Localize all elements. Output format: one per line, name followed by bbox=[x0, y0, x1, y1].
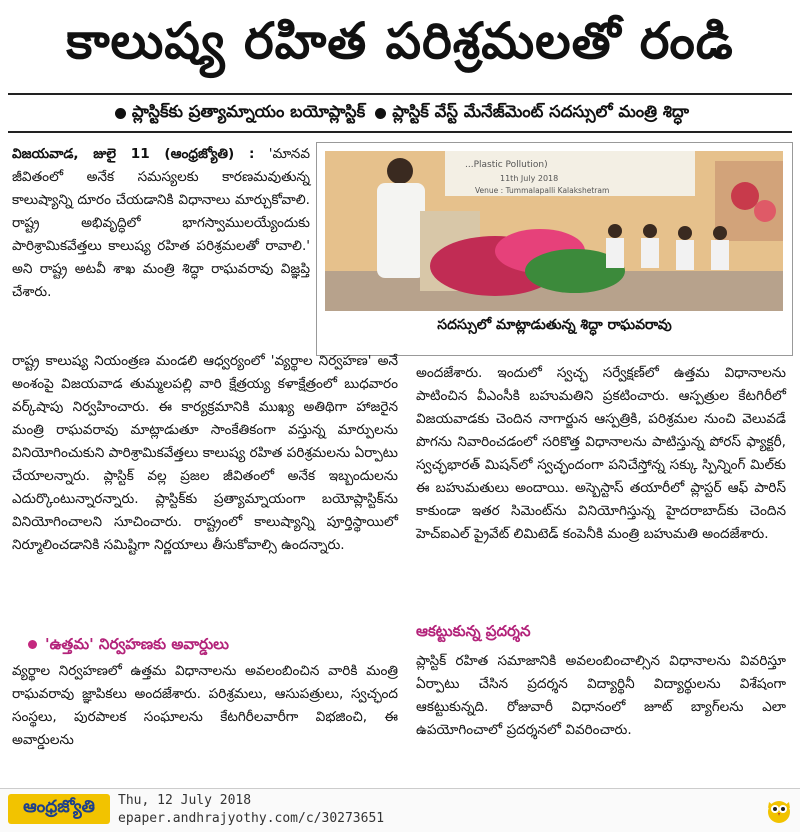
headline: కాలుష్య రహిత పరిశ్రమలతో రండి bbox=[66, 12, 734, 70]
bullet-icon bbox=[375, 108, 386, 119]
footer bbox=[0, 788, 800, 832]
dateline: విజయవాడ, జులై 11 (ఆంధ్రజ్యోతి) : bbox=[12, 146, 255, 162]
section-subtitle: ఆకట్టుకున్న ప్రదర్శన bbox=[416, 622, 531, 640]
subhead-point-2: ప్లాస్టిక్ వేస్ట్ మేనేజ్‌మెంట్ సదస్సులో మంత్రి శిద్ధా bbox=[392, 101, 690, 121]
article-paragraph: 'మానవ జీవితంలో అనేక సమస్యలకు కారణమవుతున్న కాలుష్యాన్ని దూరం చేయడానికి విధానాలు మార్చుకోవాలి. రాష్ట్ర అభివృద్ధిలో భాగస్వాములయ్యేందుకు పారిశ్రామికవేత్తలు కాలుష్య రహిత పరిశ్రమలతో రావాలి.' అని రాష్ట్ర అటవీ శాఖ మంత్రి శిద్ధా రాఘవరావు విజ్ఞప్తి చేశారు. bbox=[12, 146, 310, 300]
subhead-point-1: ప్లాస్టిక్‌కు ప్రత్యామ్నాయం బయోప్లాస్టిక్ bbox=[131, 101, 366, 121]
edition-date: Thu, 12 July 2018 bbox=[118, 793, 252, 808]
photo-caption: సదస్సులో మాట్లాడుతున్న శిద్ధా రాఘవరావు bbox=[437, 317, 672, 333]
subheadline bbox=[10, 96, 790, 130]
epaper-link[interactable]: epaper.andhrajyothy.com/c/30273651 bbox=[118, 811, 385, 826]
photo-frame bbox=[316, 142, 793, 356]
subtitle-text: 'ఉత్తమ' నిర్వహణకు అవార్డులు bbox=[45, 635, 229, 653]
article-paragraph: అందజేశారు. ఇందులో స్వచ్ఛ సర్వేక్షణ్‌లో ఉత్తమ విధానాలను పాటించిన వీఎంసీకి బహుమతిని ప్రకటించారు. ఆస్పత్రుల కేటగిరీలో విజయవాడకు చెందిన నాగార్జున ఆస్పత్రికి, పరిశ్రమల నుంచి వెలువడే పొగను నివారించడంలో సరికొత్త విధానాలను పాటిస్తున్న పోరస్ ఫ్యాక్టరీ, స్వచ్ఛభారత్ మిషన్‌లో స్వచ్ఛందంగా పనిచేస్తోన్న సక్కు స్పిన్నింగ్ మిల్‌కు ఈ బహుమతులు అందాయి. అస్బెస్టాస్ తయారీలో ప్లాస్టర్ ఆఫ్ పారిస్ కాకుండా ఇతర సిమెంట్‌ను వినియోగిస్తున్న హైదరాబాద్‌కు చెందిన హెచ్ఐఎల్ ప్రైవేట్ లిమిటెడ్ కంపెనీకి మంత్రి బహుమతి అందజేశారు. bbox=[416, 365, 786, 542]
svg-text:11th July 2018: 11th July 2018 bbox=[500, 174, 559, 183]
article-paragraph: ప్లాస్టిక్ రహిత సమాజానికి అవలంబించాల్సిన విధానాలను వివరిస్తూ ఏర్పాటు చేసిన ప్రదర్శన విద్యార్థినీ విద్యార్థులను విశేషంగా ఆకట్టుకున్నది. రోజువారీ విధానంలో జూట్ బ్యాగ్‌లను ఎలా ఉపయోగించాలో ప్రదర్శనలో వివరించారు. bbox=[416, 653, 786, 738]
bullet-icon bbox=[115, 108, 126, 119]
event-photo-illustration bbox=[325, 151, 783, 311]
article-paragraph: వ్యర్థాల నిర్వహణలో ఉత్తమ విధానాలను అవలంబించిన వారికి మంత్రి రాఘవరావు జ్ఞాపికలు అందజేశారు. పరిశ్రమలు, ఆసుపత్రులు, స్వచ్ఛంద సంస్థలు, పురపాలక సంఘాలను కేటగిరీలవారీగా విభజించి, ఈ అవార్డులను bbox=[12, 663, 398, 748]
svg-text:...Plastic Pollution): ...Plastic Pollution) bbox=[465, 160, 548, 170]
svg-text:Venue : Tummalapalli Kalakshet: Venue : Tummalapalli Kalakshetram bbox=[475, 186, 610, 195]
article-paragraph: రాష్ట్ర కాలుష్య నియంత్రణ మండలి ఆధ్వర్యంలో 'వ్యర్థాల నిర్వహణ' అనే అంశంపై విజయవాడ తుమ్మలపల్లి వారి క్షేత్రయ్య కళాక్షేత్రంలో బుధవారం వర్క్‌షాపు నిర్వహించారు. ఈ కార్యక్రమానికి ముఖ్య అతిథిగా హాజరైన మంత్రి రాఘవరావు మాట్లాడుతూ సాంకేతికంగా వస్తున్న మార్పులను వినియోగించుకుని పారిశ్రామికవేత్తలు కాలుష్య రహిత పరిశ్రమలను ఏర్పాటు చేయాలన్నారు. ప్లాస్టిక్ వల్ల ప్రజల జీవితంలో అనేక ఇబ్బందులను ఎదుర్కొంటున్నారన్నారు. ప్లాస్టిక్‌కు ప్రత్యామ్నాయంగా బయోప్లాస్టిక్‌ను వినియోగించాలని సూచించారు. రాష్ట్రంలో కాలుష్యాన్ని పూర్తిస్థాయిలో నిర్మూలించడానికి సమిష్టిగా నిర్ణయాలు తీసుకోవాల్సి ఉందన్నారు. bbox=[12, 353, 398, 553]
article-column-2 bbox=[416, 362, 786, 546]
bullet-icon bbox=[28, 640, 37, 649]
owl-icon bbox=[766, 794, 792, 824]
event-photo bbox=[325, 151, 783, 311]
section-subtitle bbox=[28, 635, 229, 657]
article-column-1-continued bbox=[12, 350, 398, 557]
article-column-1 bbox=[12, 143, 310, 304]
article-column-1-bottom bbox=[12, 660, 398, 752]
divider bbox=[8, 131, 792, 133]
divider bbox=[8, 93, 792, 95]
article-column-2-bottom bbox=[416, 650, 786, 742]
newspaper-logo[interactable]: ఆంధ్రజ్యోతి bbox=[8, 794, 110, 824]
